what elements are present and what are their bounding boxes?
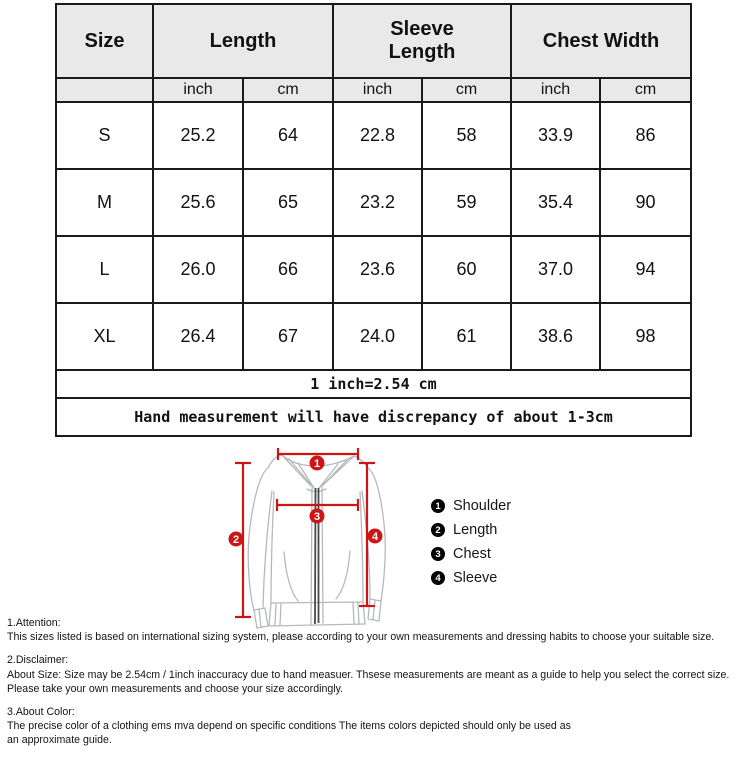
data-cell: 25.2: [153, 102, 243, 169]
legend-2-label: Length: [453, 522, 498, 538]
hand-measure-row: [56, 398, 691, 436]
size-chart-table: [55, 3, 692, 437]
legend-item-length: [431, 518, 511, 542]
legend-item-chest: [431, 542, 511, 566]
table-row-s: [56, 102, 691, 169]
marker-3-number: 3: [313, 511, 321, 523]
note-attention: [7, 616, 750, 644]
unit-cell-chest-inch: inch: [511, 78, 600, 102]
measurement-markers: [229, 456, 383, 547]
data-cell: 38.6: [511, 303, 600, 370]
legend-item-shoulder: [431, 494, 511, 518]
data-cell: 60: [422, 236, 511, 303]
conversion-note: 1 inch=2.54 cm: [56, 370, 691, 398]
header-cell-length: Length: [153, 4, 333, 78]
data-cell: 23.2: [333, 169, 422, 236]
data-cell: 86: [600, 102, 691, 169]
data-cell: 33.9: [511, 102, 600, 169]
note-about-color-line-2: an approximate guide.: [7, 734, 112, 747]
note-disclaimer: [7, 653, 750, 696]
legend-4-label: Sleeve: [453, 570, 498, 586]
marker-4-number: 4: [371, 531, 379, 543]
data-cell: 35.4: [511, 169, 600, 236]
unit-cell-sleeve-cm: cm: [422, 78, 511, 102]
table-row-xl: [56, 303, 691, 370]
data-cell: 61: [422, 303, 511, 370]
data-cell: 67: [243, 303, 333, 370]
hoodie-measurement-diagram: [218, 444, 404, 630]
hand-measure-note: Hand measurement will have discrepancy of about 1-3cm: [56, 398, 691, 436]
legend-4-badge: 4: [431, 571, 445, 585]
header-cell-size: Size: [56, 4, 153, 78]
data-cell: 94: [600, 236, 691, 303]
data-cell: 64: [243, 102, 333, 169]
header-cell-sleeve-length: [333, 4, 511, 78]
data-cell: 65: [243, 169, 333, 236]
footnotes: [7, 616, 750, 757]
data-cell: 37.0: [511, 236, 600, 303]
data-cell: 25.6: [153, 169, 243, 236]
zipper: [315, 488, 319, 624]
size-cell: M: [56, 169, 153, 236]
measurement-legend: [431, 494, 511, 590]
sleeve-length-text: Sleeve Length: [388, 18, 456, 63]
note-about-color-line-1: The precise color of a clothing ems mva depend on specific conditions The items colors depicted should only be used as: [7, 720, 571, 733]
unit-cell-chest-cm: cm: [600, 78, 691, 102]
table-row-l: [56, 236, 691, 303]
table-row-m: [56, 169, 691, 236]
unit-cell-blank: [56, 78, 153, 102]
note-disclaimer-title: 2.Disclaimer:: [7, 654, 69, 667]
unit-cell-sleeve-inch: inch: [333, 78, 422, 102]
note-attention-title: 1.Attention:: [7, 617, 61, 629]
legend-2-badge: 2: [431, 523, 445, 537]
data-cell: 58: [422, 102, 511, 169]
marker-1-number: 1: [313, 458, 321, 470]
data-cell: 59: [422, 169, 511, 236]
legend-3-badge: 3: [431, 547, 445, 561]
data-cell: 26.0: [153, 236, 243, 303]
conversion-row: [56, 370, 691, 398]
unit-cell-length-cm: cm: [243, 78, 333, 102]
data-cell: 22.8: [333, 102, 422, 169]
data-cell: 26.4: [153, 303, 243, 370]
data-cell: 24.0: [333, 303, 422, 370]
data-cell: 98: [600, 303, 691, 370]
legend-1-label: Shoulder: [453, 498, 512, 514]
hoodie-outline: [248, 455, 385, 628]
header-cell-chest-width: Chest Width: [511, 4, 691, 78]
legend-item-sleeve: [431, 566, 511, 590]
note-disclaimer-line-2: Please take your own measurements and choose your size accordingly.: [7, 682, 344, 695]
note-disclaimer-line-1: About Size: Size may be 2.54cm / 1inch inaccuracy due to hand measuer. Thsese measurements are meant as a guide to help you select the correct size.: [7, 668, 730, 681]
legend-3-label: Chest: [453, 546, 491, 562]
size-cell: L: [56, 236, 153, 303]
size-cell: XL: [56, 303, 153, 370]
note-about-color: [7, 705, 750, 748]
marker-2-number: 2: [232, 534, 240, 546]
data-cell: 23.6: [333, 236, 422, 303]
unit-cell-length-inch: inch: [153, 78, 243, 102]
data-cell: 90: [600, 169, 691, 236]
size-cell: S: [56, 102, 153, 169]
data-cell: 66: [243, 236, 333, 303]
note-about-color-title: 3.About Color:: [7, 706, 75, 719]
legend-1-badge: 1: [431, 499, 445, 513]
note-attention-line: This sizes listed is based on international sizing system, please according to your own measurements and dressing habits to choose your suitable size.: [7, 631, 715, 644]
